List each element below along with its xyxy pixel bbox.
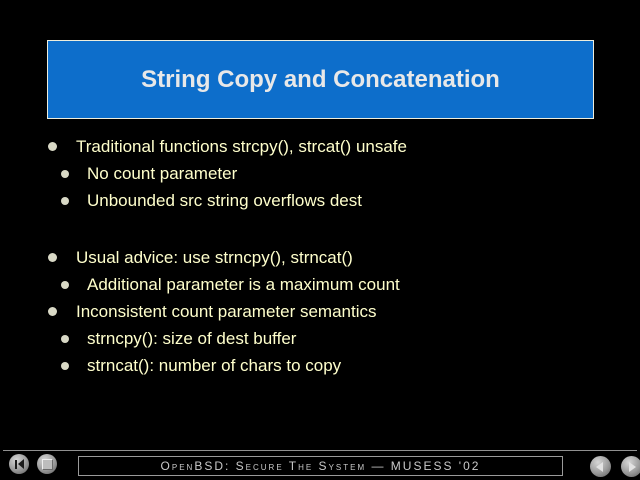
bullet-item	[0, 187, 640, 214]
bullet-dot-icon	[61, 281, 69, 289]
statusbar	[78, 456, 563, 476]
bullet-dot-icon	[61, 197, 69, 205]
go-to-first-slide-button[interactable]	[9, 454, 29, 474]
bullet-text: Additional parameter is a maximum count	[87, 274, 400, 294]
statusbar-divider	[3, 450, 637, 451]
next-slide-button[interactable]	[621, 456, 640, 477]
slide-title-banner	[47, 40, 594, 119]
stop-icon	[42, 459, 53, 470]
bullet-dot-icon	[61, 335, 69, 343]
bullet-item	[0, 352, 640, 379]
previous-arrow-icon	[596, 462, 603, 472]
bullet-dot-icon	[48, 307, 57, 316]
bullet-item	[0, 160, 640, 187]
skip-to-start-icon	[15, 460, 17, 469]
bullet-dot-icon	[61, 362, 69, 370]
bullet-item	[0, 298, 640, 325]
bullet-dot-icon	[48, 253, 57, 262]
slide-title: String Copy and Concatenation	[141, 65, 500, 93]
bullet-text: strncpy(): size of dest buffer	[87, 328, 297, 348]
bullet-text: Traditional functions strcpy(), strcat() unsafe	[76, 136, 407, 156]
previous-slide-button[interactable]	[590, 456, 611, 477]
bullet-text: strncat(): number of chars to copy	[87, 355, 342, 375]
bullet-text: Unbounded src string overflows dest	[87, 190, 362, 210]
bullet-dot-icon	[61, 170, 69, 178]
bullet-dot-icon	[48, 142, 57, 151]
bullet-text: Usual advice: use strncpy(), strncat()	[76, 247, 353, 267]
next-arrow-icon	[629, 462, 636, 472]
stop-button[interactable]	[37, 454, 57, 474]
statusbar-text: OpenBSD: Secure The System — MUSESS '02	[160, 459, 481, 473]
bullet-item	[0, 271, 640, 298]
bullet-item	[0, 325, 640, 352]
slide-bullet-list	[0, 133, 640, 379]
bullet-text: Inconsistent count parameter semantics	[76, 301, 377, 321]
bullet-text: No count parameter	[87, 163, 238, 183]
bullet-item	[0, 244, 640, 271]
bullet-item	[0, 133, 640, 160]
